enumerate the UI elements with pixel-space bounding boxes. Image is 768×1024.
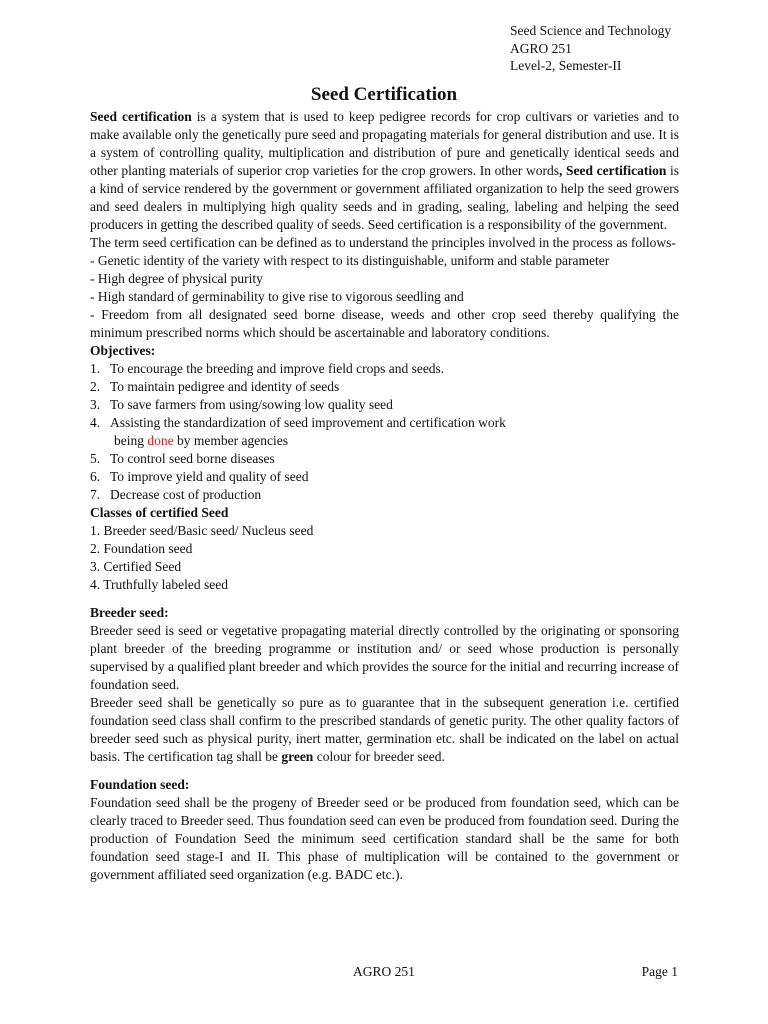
breeder-text: Breeder seed shall be genetically so pure as to guarantee that in the subsequent generation i.e. certified foundation seed class shall confirm to the prescribed standards of genetic purity. The other quality factors of breeder seed such as physical purity, inert matter, germination etc. shall be indicated on the label on actual basis. The certification tag shall be bbox=[90, 695, 679, 764]
list-item bbox=[90, 414, 679, 432]
objective-continuation bbox=[90, 432, 679, 450]
foundation-heading: Foundation seed: bbox=[90, 777, 190, 792]
item-number: 6. bbox=[90, 469, 101, 484]
intro-bullet: - High standard of germinability to give rise to vigorous seedling and bbox=[90, 289, 464, 304]
foundation-paragraph: Foundation seed shall be the progeny of Breeder seed or be produced from foundation seed, which can be clearly traced to Breeder seed. Thus foundation seed can even be produced from foundation seed. During the production of Foundation Seed the minimum seed certification standard shall be the same for both foundation seed stage-I and II. This phase of multiplication will be contained to the government or government affiliated seed organization (e.g. BADC etc.). bbox=[90, 795, 679, 882]
item-text: Assisting the standardization of seed improvement and certification work bbox=[110, 415, 506, 430]
continuation-text: being bbox=[114, 433, 148, 448]
breeder-paragraph-2 bbox=[90, 694, 679, 766]
class-item: 1. Breeder seed/Basic seed/ Nucleus seed bbox=[90, 523, 314, 538]
item-number: 3. bbox=[90, 397, 101, 412]
classes-heading: Classes of certified Seed bbox=[90, 505, 229, 520]
list-item bbox=[90, 378, 679, 396]
definition-paragraph: The term seed certification can be defined as to understand the principles involved in the process as follows- bbox=[90, 235, 676, 250]
item-number: 5. bbox=[90, 451, 101, 466]
item-text: To improve yield and quality of seed bbox=[110, 469, 309, 484]
breeder-paragraph-1: Breeder seed is seed or vegetative propagating material directly controlled by the originating or sponsoring plant breeder of the breeding programme or institution and/ or seed whose production is personally supervised by a qualified plant breeder and which provides the source for the initial and recurring increase of foundation seed. bbox=[90, 623, 679, 692]
item-text: To control seed borne diseases bbox=[110, 451, 275, 466]
page-number: Page 1 bbox=[641, 964, 678, 979]
class-item: 3. Certified Seed bbox=[90, 559, 182, 574]
item-number: 4. bbox=[90, 415, 101, 430]
objectives-list-continued bbox=[90, 450, 679, 504]
item-text: Decrease cost of production bbox=[110, 487, 262, 502]
course-title: Seed Science and Technology bbox=[510, 23, 672, 38]
list-item bbox=[90, 486, 679, 504]
intro-paragraph bbox=[90, 108, 679, 234]
breeder-text: colour for breeder seed. bbox=[313, 749, 445, 764]
list-item bbox=[90, 468, 679, 486]
class-item: 2. Foundation seed bbox=[90, 541, 193, 556]
class-item: 4. Truthfully labeled seed bbox=[90, 577, 228, 592]
objectives-list bbox=[90, 360, 679, 432]
breeder-heading: Breeder seed: bbox=[90, 605, 169, 620]
continuation-text: by member agencies bbox=[173, 433, 288, 448]
page-title: Seed Certification bbox=[310, 84, 458, 105]
list-item bbox=[90, 450, 679, 468]
item-text: To save farmers from using/sowing low quality seed bbox=[110, 397, 393, 412]
intro-text-2: is a kind of service rendered by the government or government affiliated organization to help the seed growers and seed dealers in multiplying high quality seeds and in grading, sealing, labeling and helping the seed producers in getting the described quality of seeds. Seed certification is a responsibility of the government. bbox=[90, 163, 679, 232]
item-number: 7. bbox=[90, 487, 101, 502]
list-item bbox=[90, 396, 679, 414]
footer-course-code: AGRO 251 bbox=[353, 964, 415, 979]
course-level: Level-2, Semester-II bbox=[510, 58, 622, 73]
course-header bbox=[510, 22, 671, 75]
intro-term-2: , Seed certification bbox=[558, 163, 667, 178]
highlighted-word: done bbox=[147, 433, 174, 448]
list-item bbox=[90, 360, 679, 378]
item-text: To encourage the breeding and improve field crops and seeds. bbox=[110, 361, 445, 376]
course-code: AGRO 251 bbox=[510, 40, 572, 56]
intro-bullet: - High degree of physical purity bbox=[90, 271, 263, 286]
document-body bbox=[90, 108, 679, 884]
breeder-tag-colour: green bbox=[281, 749, 314, 764]
item-number: 2. bbox=[90, 379, 101, 394]
item-number: 1. bbox=[90, 361, 101, 376]
item-text: To maintain pedigree and identity of seeds bbox=[110, 379, 340, 394]
intro-text-1: is a system that is used to keep pedigree records for crop cultivars or varieties and to make available only the genetically pure seed and propagating materials for general distribution and use. It is a system of controlling quality, multiplication and distribution of pure and genetically identical seeds and other planting materials of superior crop varieties for the crop growers. In other words bbox=[90, 109, 680, 178]
objectives-heading: Objectives: bbox=[90, 343, 156, 358]
intro-bullet: - Genetic identity of the variety with respect to its distinguishable, uniform and stable parameter bbox=[90, 253, 610, 268]
intro-bullet: - Freedom from all designated seed borne disease, weeds and other crop seed thereby qualifying the minimum prescribed norms which should be ascertainable and laboratory conditions. bbox=[90, 307, 679, 340]
intro-term-1: Seed certification bbox=[90, 109, 192, 124]
